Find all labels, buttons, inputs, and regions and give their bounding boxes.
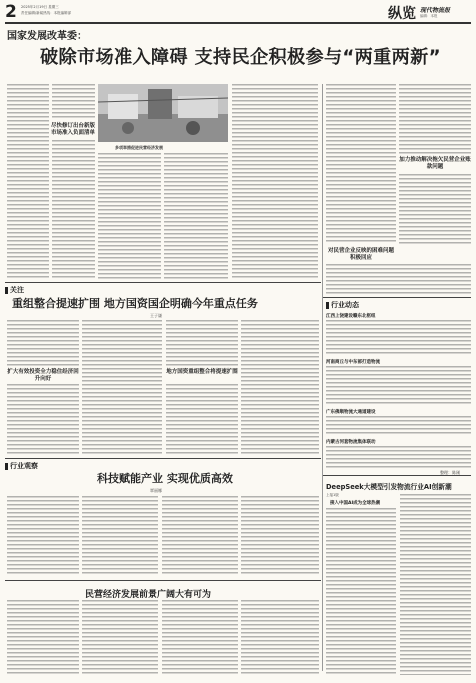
lead-body-col3 bbox=[98, 153, 161, 279]
lead-body-col1 bbox=[7, 84, 49, 279]
editor-line: 责任编辑/新闻热线：本报编辑部 bbox=[21, 11, 72, 15]
section5-rule bbox=[323, 475, 471, 476]
lead-headline: 破除市场准入障碍 支持民企积极参与“两重两新” bbox=[40, 47, 441, 68]
right-body-d bbox=[326, 264, 471, 294]
right-subtitle: 加力推动解决拖欠民营企业账款问题 bbox=[399, 157, 471, 170]
section1-tag-label: 关注 bbox=[10, 286, 24, 294]
section3-tag-label: 行业动态 bbox=[331, 301, 359, 309]
section4-col4 bbox=[241, 600, 319, 675]
edition-label: 编辑：本报 bbox=[420, 14, 438, 18]
right-body-b bbox=[399, 84, 471, 154]
news-item-2: 河南商丘与中东部打造物流 bbox=[326, 360, 380, 365]
section1-sub1: 扩大有效投资全力稳住经济回升向好 bbox=[7, 369, 79, 382]
section2-rule bbox=[5, 458, 321, 459]
section5-col1 bbox=[326, 508, 396, 675]
section1-headline: 重组整合提速扩围 地方国资国企明确今年重点任务 bbox=[12, 297, 258, 310]
section2-col4 bbox=[241, 496, 319, 576]
section1-col1b bbox=[7, 384, 79, 454]
section1-col2 bbox=[82, 320, 162, 454]
date-line: 2025年2月19日 星期三 bbox=[21, 5, 59, 9]
section5-sub: 接入中国AI成为全球热潮 bbox=[330, 501, 381, 506]
news-item-3: 广东佛顺物流大通道建设 bbox=[326, 410, 376, 415]
tag-marker-icon bbox=[326, 302, 329, 309]
news-item-2-body bbox=[326, 366, 471, 406]
section1-col4 bbox=[241, 320, 319, 454]
section1-sub3: 对民营企业反映的困难问题积极回应 bbox=[327, 248, 394, 261]
paper-name: 现代物流报 bbox=[420, 7, 451, 14]
lead-body-col4 bbox=[164, 153, 228, 279]
section5-headline: DeepSeek大模型引发物流行业AI创新潮 bbox=[326, 483, 452, 491]
photo-caption: 多项举措促进民营经济发展 bbox=[115, 145, 163, 150]
section4-col2 bbox=[82, 600, 158, 675]
lead-body-col5 bbox=[232, 84, 318, 279]
news-item-4-body bbox=[326, 446, 471, 468]
section2-col3 bbox=[162, 496, 238, 576]
lead-body-col2 bbox=[52, 84, 95, 120]
section-title: 纵览 bbox=[388, 6, 416, 22]
lead-body-col2b bbox=[52, 140, 95, 279]
news-item-1: 江西上饶建设赣东北枢纽 bbox=[326, 314, 376, 319]
section4-headline: 民营经济发展前景广阔大有可为 bbox=[85, 590, 212, 600]
page-number: 2 bbox=[5, 2, 17, 22]
tag-marker-icon bbox=[5, 463, 8, 470]
section2-col2 bbox=[82, 496, 158, 576]
section4-col1 bbox=[7, 600, 79, 675]
section5-label: 上接1版 bbox=[326, 493, 339, 497]
lead-side-title: 尽快修订出台新版市场准入负面清单 bbox=[50, 123, 95, 136]
factory-image bbox=[98, 84, 228, 142]
tag-marker-icon bbox=[5, 287, 8, 294]
section1-col3b bbox=[166, 384, 238, 454]
section4-col3 bbox=[162, 600, 238, 675]
section3-rule bbox=[323, 297, 471, 298]
section2-byline: 覃丽娜 bbox=[150, 488, 162, 493]
news-item-1-body bbox=[326, 320, 471, 356]
lead-photo bbox=[98, 84, 228, 142]
section5-col2 bbox=[400, 494, 471, 675]
section1-byline: 王子谦 bbox=[150, 313, 162, 318]
news-reporter: 整理：陈刚 bbox=[440, 470, 460, 475]
right-body-a bbox=[326, 84, 396, 244]
right-column-divider bbox=[322, 84, 323, 671]
section2-tag-label: 行业观察 bbox=[10, 462, 38, 470]
section1-rule bbox=[5, 282, 321, 283]
right-body-c bbox=[399, 174, 471, 244]
news-item-3-body bbox=[326, 416, 471, 436]
lead-kicker: 国家发展改革委： bbox=[7, 31, 87, 42]
section1-tag bbox=[5, 285, 24, 295]
masthead-rule bbox=[5, 22, 471, 24]
section1-col1 bbox=[7, 320, 79, 366]
section4-rule bbox=[5, 580, 321, 581]
section1-col3 bbox=[166, 320, 238, 366]
section1-sub2: 地方国资重组整合将提速扩围 bbox=[166, 369, 238, 375]
section2-tag bbox=[5, 461, 38, 471]
section2-headline: 科技赋能产业 实现优质高效 bbox=[97, 472, 233, 485]
section3-tag bbox=[326, 300, 359, 310]
news-item-4: 内蒙古河套物流集体联动 bbox=[326, 440, 376, 445]
section2-col1 bbox=[7, 496, 79, 576]
